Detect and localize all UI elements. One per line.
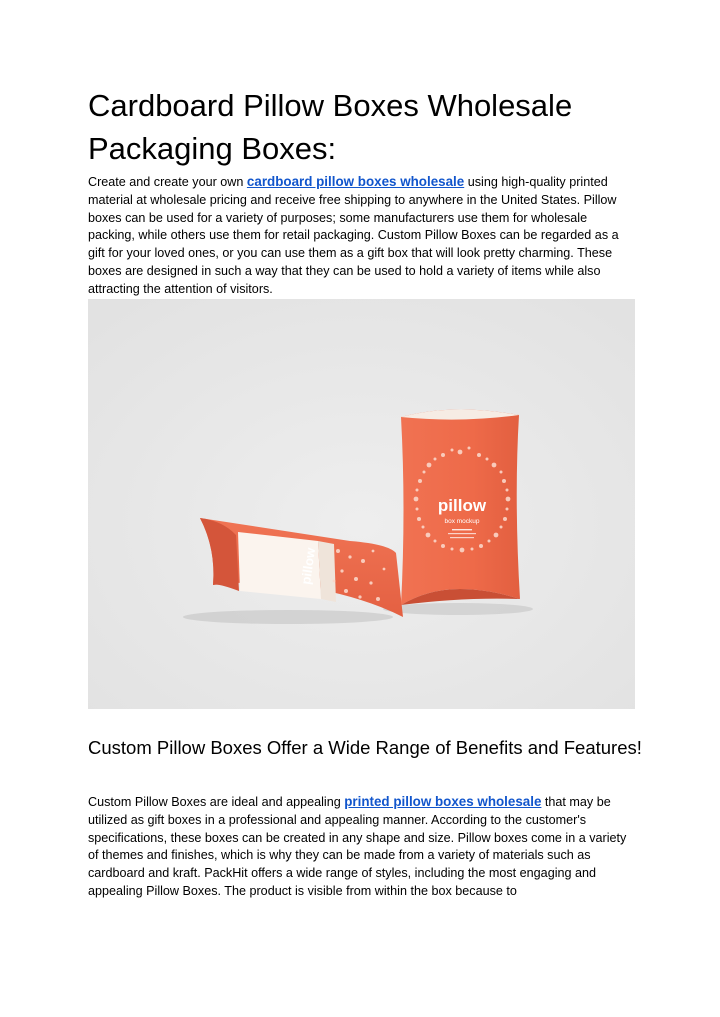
standing-pillow-box [401, 409, 520, 605]
printed-pillow-boxes-link[interactable]: printed pillow boxes wholesale [344, 794, 542, 809]
page-title: Cardboard Pillow Boxes Wholesale Packaging Boxes: [88, 88, 573, 166]
intro-paragraph [88, 173, 636, 299]
section-heading: Custom Pillow Boxes Offer a Wide Range of Benefits and Features! [88, 737, 642, 758]
standing-box-subtitle: box mockup [444, 518, 480, 525]
benefits-text-before: Custom Pillow Boxes are ideal and appealing [88, 795, 345, 809]
intro-text-before: Create and create your own [88, 175, 247, 189]
benefits-text-after: that may be utilized as gift boxes in a professional and appealing manner. According to the customer's specifications, these boxes can be created in any shape and size. Pillow boxes come in a variety of themes and finishes, which is why they can be made from a variety of materials such as cardboard and kraft. PackHit offers a wide range of styles, including the most engaging and appealing Pillow Boxes. The product is visible from within the box because to [88, 795, 627, 898]
lying-box-brand: pillow [298, 546, 319, 586]
benefits-paragraph [88, 793, 636, 901]
intro-text-after: using high-quality printed material at wholesale pricing and receive free shipping to anywhere in the United States. Pillow boxes can be used for a variety of purposes; some manufacturers use them for wholesale packing, while others use them for retail packaging. Custom Pillow Boxes can be regarded as a gift for your loved ones, or you can use them as a gift box that will look pretty charming. These boxes are designed in such a way that they can be used to hold a variety of items while also attracting the attention of visitors. [88, 175, 619, 296]
cardboard-pillow-boxes-link[interactable]: cardboard pillow boxes wholesale [246, 174, 465, 189]
standing-box-brand: pillow [437, 496, 487, 515]
pillow-box-product-photo [88, 299, 635, 709]
